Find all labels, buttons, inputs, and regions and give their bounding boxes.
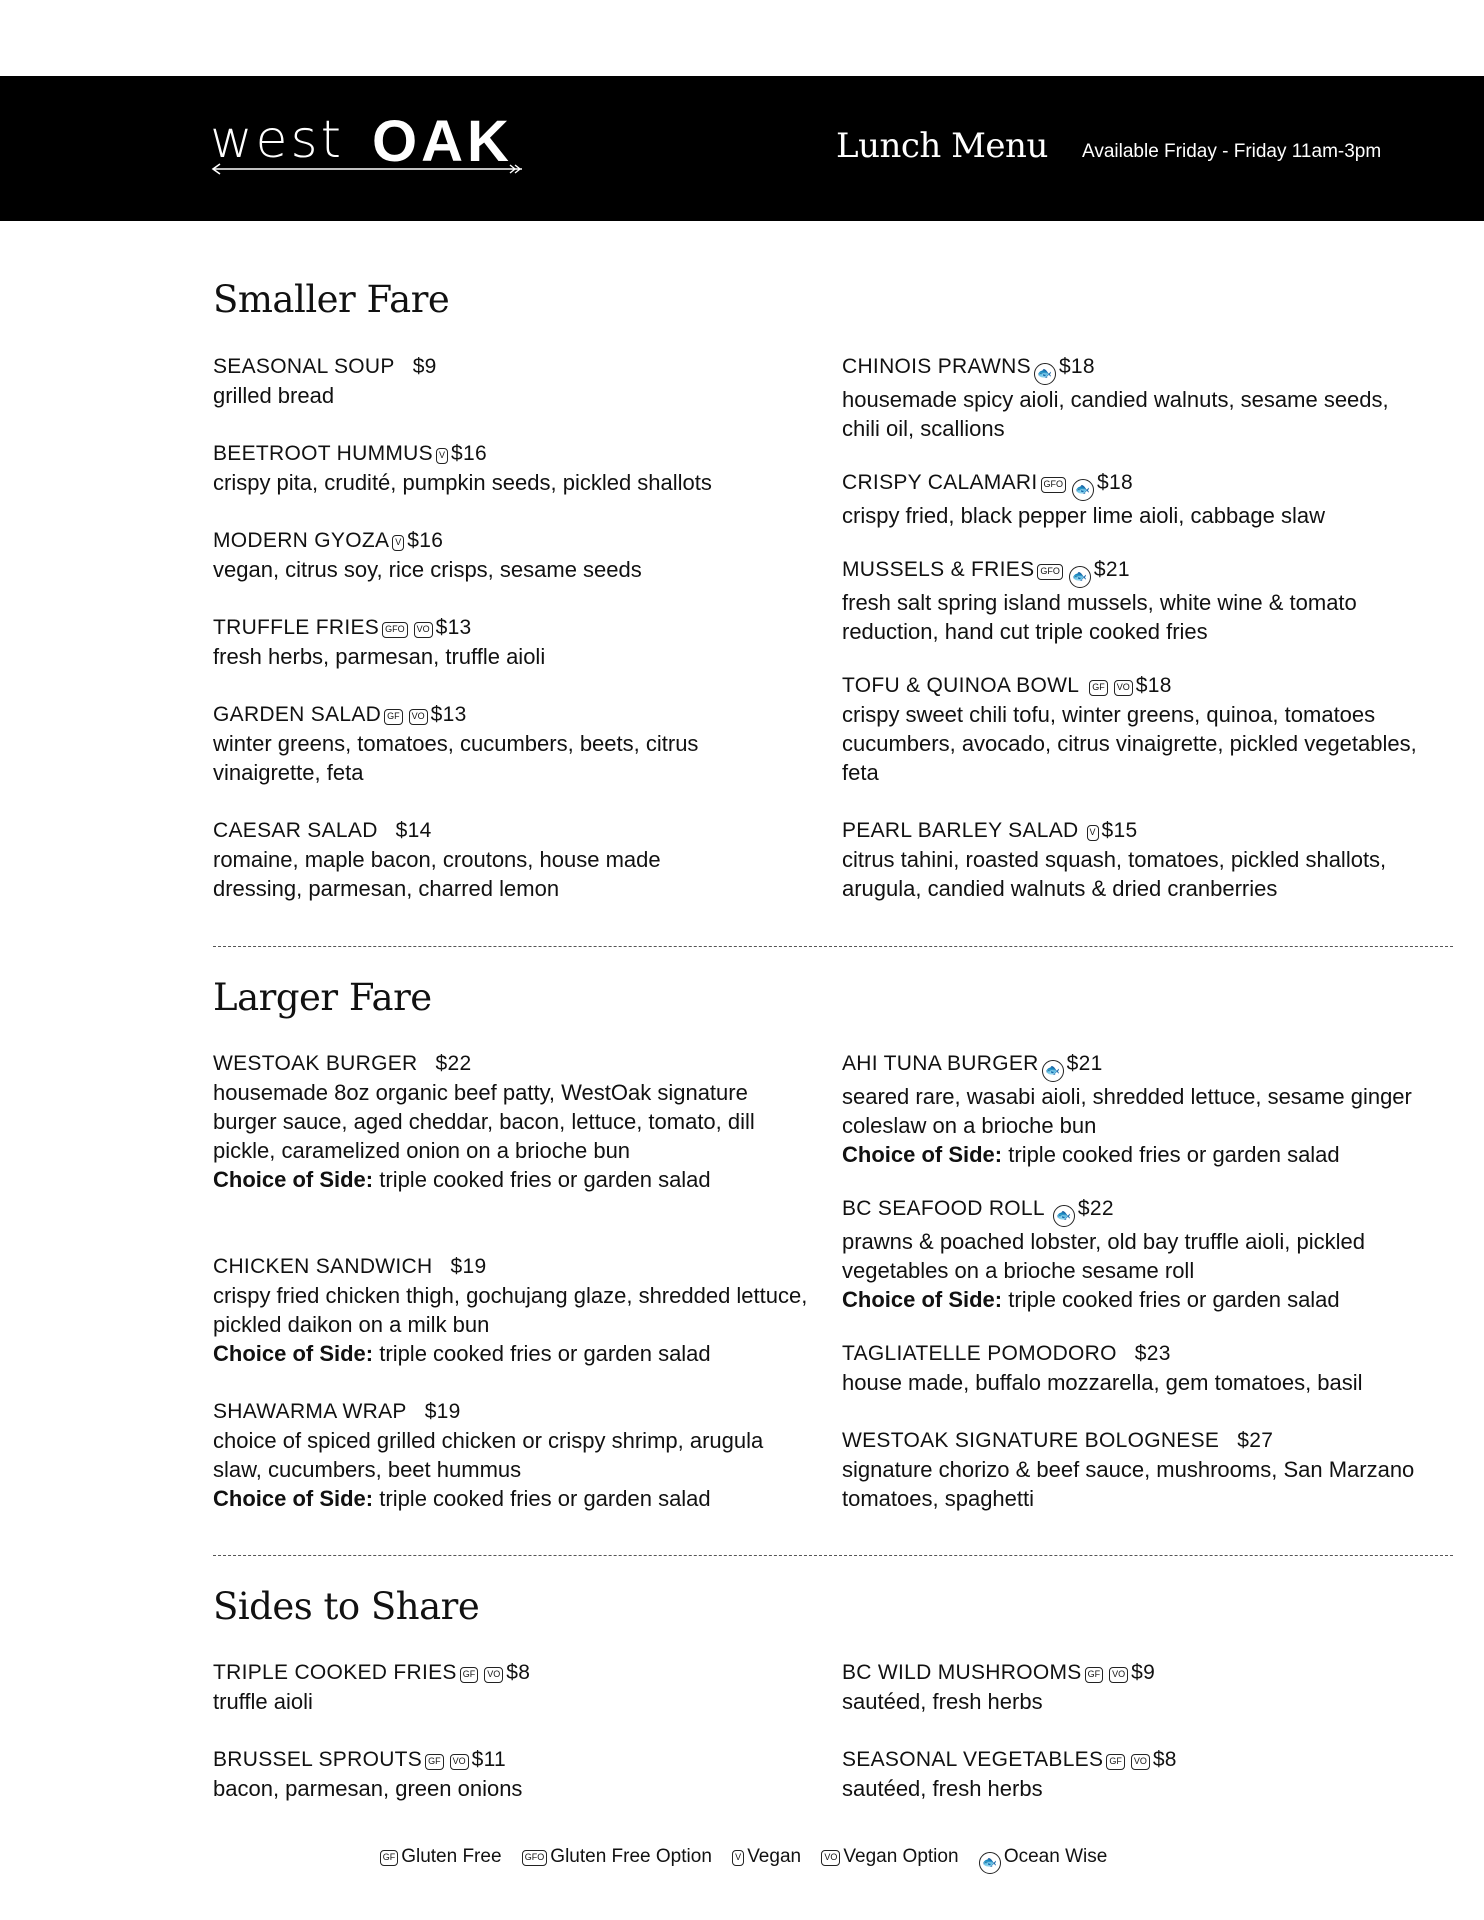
item-description: choice of spiced grilled chicken or crispy shrimp, arugula slaw, cucumbers, beet hummus: [213, 1428, 764, 1482]
side-choice: [213, 1339, 813, 1368]
menu-item: [842, 1194, 1452, 1314]
legend-label: Gluten Free: [401, 1846, 502, 1867]
item-title: [842, 352, 1432, 385]
menu-item: [213, 700, 783, 787]
item-price: $19: [424, 1400, 461, 1423]
menu-item: [842, 1745, 1432, 1803]
vegan-option-badge-icon: VO: [821, 1850, 840, 1866]
menu-item: [213, 526, 803, 584]
vegan-option-badge-icon: VO: [414, 622, 433, 638]
menu-item: [213, 352, 803, 410]
header-bar: [0, 76, 1484, 221]
item-price: $9: [1131, 1661, 1156, 1684]
item-name: BEETROOT HUMMUS: [213, 442, 433, 465]
side-text: triple cooked fries or garden salad: [379, 1341, 711, 1366]
section-divider: [213, 1555, 1453, 1556]
menu-item: [213, 1745, 803, 1803]
legend-entry-vegan: [729, 1846, 801, 1867]
item-name: CRISPY CALAMARI: [842, 471, 1038, 494]
item-description: truffle aioli: [213, 1689, 313, 1714]
legend-label: Vegan: [747, 1846, 802, 1867]
item-name: BC SEAFOOD ROLL: [842, 1197, 1045, 1220]
menu-item: [213, 1252, 813, 1368]
gluten-free-badge-icon: GF: [384, 709, 403, 725]
side-choice: [213, 1484, 793, 1513]
legend-label: Gluten Free Option: [550, 1846, 712, 1867]
item-name: PEARL BARLEY SALAD: [842, 819, 1079, 842]
side-text: triple cooked fries or garden salad: [1008, 1142, 1340, 1167]
menu-item: [842, 816, 1452, 903]
vegan-option-badge-icon: VO: [484, 1667, 503, 1683]
side-text: triple cooked fries or garden salad: [379, 1486, 711, 1511]
item-name: TAGLIATELLE POMODORO: [842, 1342, 1117, 1365]
item-name: BC WILD MUSHROOMS: [842, 1661, 1082, 1684]
vegan-badge-icon: V: [1087, 825, 1099, 841]
menu-item: [213, 1658, 803, 1716]
item-price: $8: [506, 1661, 531, 1684]
legend-label: Ocean Wise: [1003, 1846, 1108, 1867]
ocean-wise-icon: 🐟: [979, 1852, 1001, 1874]
gluten-free-option-badge-icon: GFO: [522, 1850, 548, 1866]
item-title: [213, 1049, 813, 1078]
side-text: triple cooked fries or garden salad: [1008, 1287, 1340, 1312]
item-description: citrus tahini, roasted squash, tomatoes, pickled shallots, arugula, candied walnuts & dried cranberries: [842, 847, 1387, 901]
item-name: GARDEN SALAD: [213, 703, 382, 726]
item-price: $14: [395, 819, 432, 842]
item-title: [213, 1658, 803, 1687]
side-label: Choice of Side:: [842, 1287, 1003, 1312]
item-title: [842, 1339, 1452, 1368]
item-price: $9: [412, 355, 437, 378]
item-title: [213, 352, 803, 381]
item-title: [213, 816, 753, 845]
section-title-smaller-fare: Smaller Fare: [213, 278, 450, 321]
item-title: [213, 1252, 813, 1281]
item-description: fresh salt spring island mussels, white wine & tomato reduction, hand cut triple cooked fries: [842, 590, 1357, 644]
item-title: [842, 1049, 1442, 1082]
vegan-option-badge-icon: VO: [409, 709, 428, 725]
side-label: Choice of Side:: [213, 1341, 374, 1366]
vegan-option-badge-icon: VO: [450, 1754, 469, 1770]
side-label: Choice of Side:: [213, 1167, 374, 1192]
section-divider: [213, 946, 1453, 947]
arrow-icon: [210, 162, 526, 176]
menu-item: [213, 816, 753, 903]
item-description: signature chorizo & beef sauce, mushrooms, San Marzano tomatoes, spaghetti: [842, 1457, 1415, 1511]
item-name: WESTOAK BURGER: [213, 1052, 418, 1075]
gluten-free-badge-icon: GF: [425, 1754, 444, 1770]
item-title: [842, 1745, 1432, 1774]
item-description: housemade spicy aioli, candied walnuts, sesame seeds, chili oil, scallions: [842, 387, 1389, 441]
menu-item: [842, 1049, 1442, 1169]
item-description: crispy fried, black pepper lime aioli, cabbage slaw: [842, 503, 1326, 528]
gluten-free-badge-icon: GF: [1085, 1667, 1104, 1683]
ocean-wise-icon: 🐟: [1042, 1060, 1064, 1082]
item-price: $27: [1237, 1429, 1274, 1452]
item-name: AHI TUNA BURGER: [842, 1052, 1039, 1075]
item-title: [842, 1194, 1452, 1227]
item-name: CAESAR SALAD: [213, 819, 378, 842]
item-price: $23: [1134, 1342, 1171, 1365]
legend-entry-ocean-wise: [976, 1846, 1107, 1867]
legend-label: Vegan Option: [843, 1846, 959, 1867]
item-price: $21: [1066, 1052, 1103, 1075]
vegan-option-badge-icon: VO: [1131, 1754, 1150, 1770]
menu-item: [842, 1339, 1452, 1397]
side-label: Choice of Side:: [842, 1142, 1003, 1167]
vegan-badge-icon: V: [436, 448, 448, 464]
item-price: $18: [1097, 471, 1133, 494]
menu-item: [213, 1049, 813, 1194]
gluten-free-badge-icon: GF: [380, 1850, 399, 1866]
item-title: [213, 439, 803, 468]
item-description: vegan, citrus soy, rice crisps, sesame seeds: [213, 557, 642, 582]
logo-oak: OAK: [372, 109, 513, 174]
item-description: house made, buffalo mozzarella, gem tomatoes, basil: [842, 1370, 1363, 1395]
item-title: [842, 468, 1432, 501]
menu-item: [842, 671, 1452, 787]
legend-entry-vegan-option: [818, 1846, 958, 1867]
item-description: sautéed, fresh herbs: [842, 1776, 1043, 1801]
gluten-free-badge-icon: GF: [1089, 680, 1108, 696]
item-description: bacon, parmesan, green onions: [213, 1776, 523, 1801]
item-title: [842, 555, 1432, 588]
dietary-legend: [0, 1846, 1484, 1874]
menu-item: [842, 352, 1432, 443]
item-name: MUSSELS & FRIES: [842, 558, 1035, 581]
item-description: grilled bread: [213, 383, 335, 408]
gluten-free-option-badge-icon: GFO: [382, 622, 408, 638]
item-price: $19: [450, 1255, 487, 1278]
item-name: MODERN GYOZA: [213, 529, 390, 552]
item-name: CHICKEN SANDWICH: [213, 1255, 433, 1278]
item-price: $8: [1152, 1748, 1177, 1771]
item-title: [842, 671, 1452, 700]
item-title: [213, 1745, 803, 1774]
item-name: SEASONAL VEGETABLES: [842, 1748, 1104, 1771]
menu-item: [842, 468, 1432, 530]
side-text: triple cooked fries or garden salad: [379, 1167, 711, 1192]
item-price: $18: [1058, 355, 1095, 378]
gluten-free-badge-icon: GF: [460, 1667, 479, 1683]
item-description: crispy sweet chili tofu, winter greens, quinoa, tomatoes cucumbers, avocado, citrus vinaigrette, pickled vegetables, feta: [842, 702, 1417, 785]
vegan-option-badge-icon: VO: [1109, 1667, 1128, 1683]
section-title-sides-to-share: Sides to Share: [213, 1585, 480, 1628]
item-name: SEASONAL SOUP: [213, 355, 395, 378]
item-title: [213, 613, 803, 642]
menu-item: [213, 613, 803, 671]
item-title: [842, 1426, 1422, 1455]
menu-item: [213, 439, 803, 497]
item-description: romaine, maple bacon, croutons, house made dressing, parmesan, charred lemon: [213, 847, 661, 901]
ocean-wise-icon: 🐟: [1053, 1205, 1075, 1227]
item-name: TRUFFLE FRIES: [213, 616, 380, 639]
menu-item: [842, 1658, 1432, 1716]
item-title: [213, 1397, 793, 1426]
vegan-option-badge-icon: VO: [1114, 680, 1133, 696]
item-description: winter greens, tomatoes, cucumbers, beets, citrus vinaigrette, feta: [213, 731, 699, 785]
item-price: $22: [435, 1052, 472, 1075]
menu-item: [842, 555, 1432, 646]
item-name: CHINOIS PRAWNS: [842, 355, 1031, 378]
item-price: $18: [1135, 674, 1172, 697]
item-description: sautéed, fresh herbs: [842, 1689, 1043, 1714]
ocean-wise-icon: 🐟: [1069, 566, 1091, 588]
section-title-larger-fare: Larger Fare: [213, 976, 432, 1019]
item-price: $16: [450, 442, 487, 465]
ocean-wise-icon: 🐟: [1072, 479, 1094, 501]
gluten-free-badge-icon: GF: [1106, 1754, 1125, 1770]
item-description: fresh herbs, parmesan, truffle aioli: [213, 644, 546, 669]
item-price: $15: [1101, 819, 1138, 842]
item-price: $22: [1077, 1197, 1114, 1220]
item-title: [213, 526, 803, 555]
item-price: $11: [471, 1748, 507, 1771]
item-description: crispy fried chicken thigh, gochujang glaze, shredded lettuce, pickled daikon on a milk bun: [213, 1283, 808, 1337]
vegan-badge-icon: V: [732, 1850, 744, 1866]
item-description: seared rare, wasabi aioli, shredded lettuce, sesame ginger coleslaw on a brioche bun: [842, 1084, 1412, 1138]
availability-text: Available Friday - Friday 11am-3pm: [1082, 141, 1382, 162]
westoak-logo: [210, 109, 530, 178]
logo-west: west: [210, 110, 345, 170]
ocean-wise-icon: 🐟: [1034, 363, 1056, 385]
item-name: TOFU & QUINOA BOWL: [842, 674, 1080, 697]
item-title: [213, 700, 783, 729]
item-name: WESTOAK SIGNATURE BOLOGNESE: [842, 1429, 1220, 1452]
item-price: $13: [435, 616, 472, 639]
menu-item: [842, 1426, 1422, 1513]
side-choice: [213, 1165, 813, 1194]
item-description: prawns & poached lobster, old bay truffle aioli, pickled vegetables on a brioche sesame roll: [842, 1229, 1366, 1283]
menu-item: [213, 1397, 793, 1513]
item-price: $16: [407, 529, 444, 552]
side-choice: [842, 1285, 1452, 1314]
item-price: $13: [430, 703, 467, 726]
item-title: [842, 1658, 1432, 1687]
legend-entry-gluten-free: [377, 1846, 502, 1867]
side-label: Choice of Side:: [213, 1486, 374, 1511]
item-description: crispy pita, crudité, pumpkin seeds, pickled shallots: [213, 470, 712, 495]
vegan-badge-icon: V: [392, 535, 404, 551]
menu-title: Lunch Menu: [836, 126, 1048, 166]
item-title: [842, 816, 1452, 845]
item-price: $21: [1093, 558, 1130, 581]
gluten-free-option-badge-icon: GFO: [1037, 564, 1063, 580]
legend-entry-gluten-free-option: [519, 1846, 712, 1867]
gluten-free-option-badge-icon: GFO: [1041, 477, 1067, 493]
item-name: SHAWARMA WRAP: [213, 1400, 407, 1423]
item-description: housemade 8oz organic beef patty, WestOak signature burger sauce, aged cheddar, bacon, lettuce, tomato, dill pickle, caramelized onion on a brioche bun: [213, 1080, 755, 1163]
side-choice: [842, 1140, 1442, 1169]
item-name: BRUSSEL SPROUTS: [213, 1748, 423, 1771]
item-name: TRIPLE COOKED FRIES: [213, 1661, 457, 1684]
